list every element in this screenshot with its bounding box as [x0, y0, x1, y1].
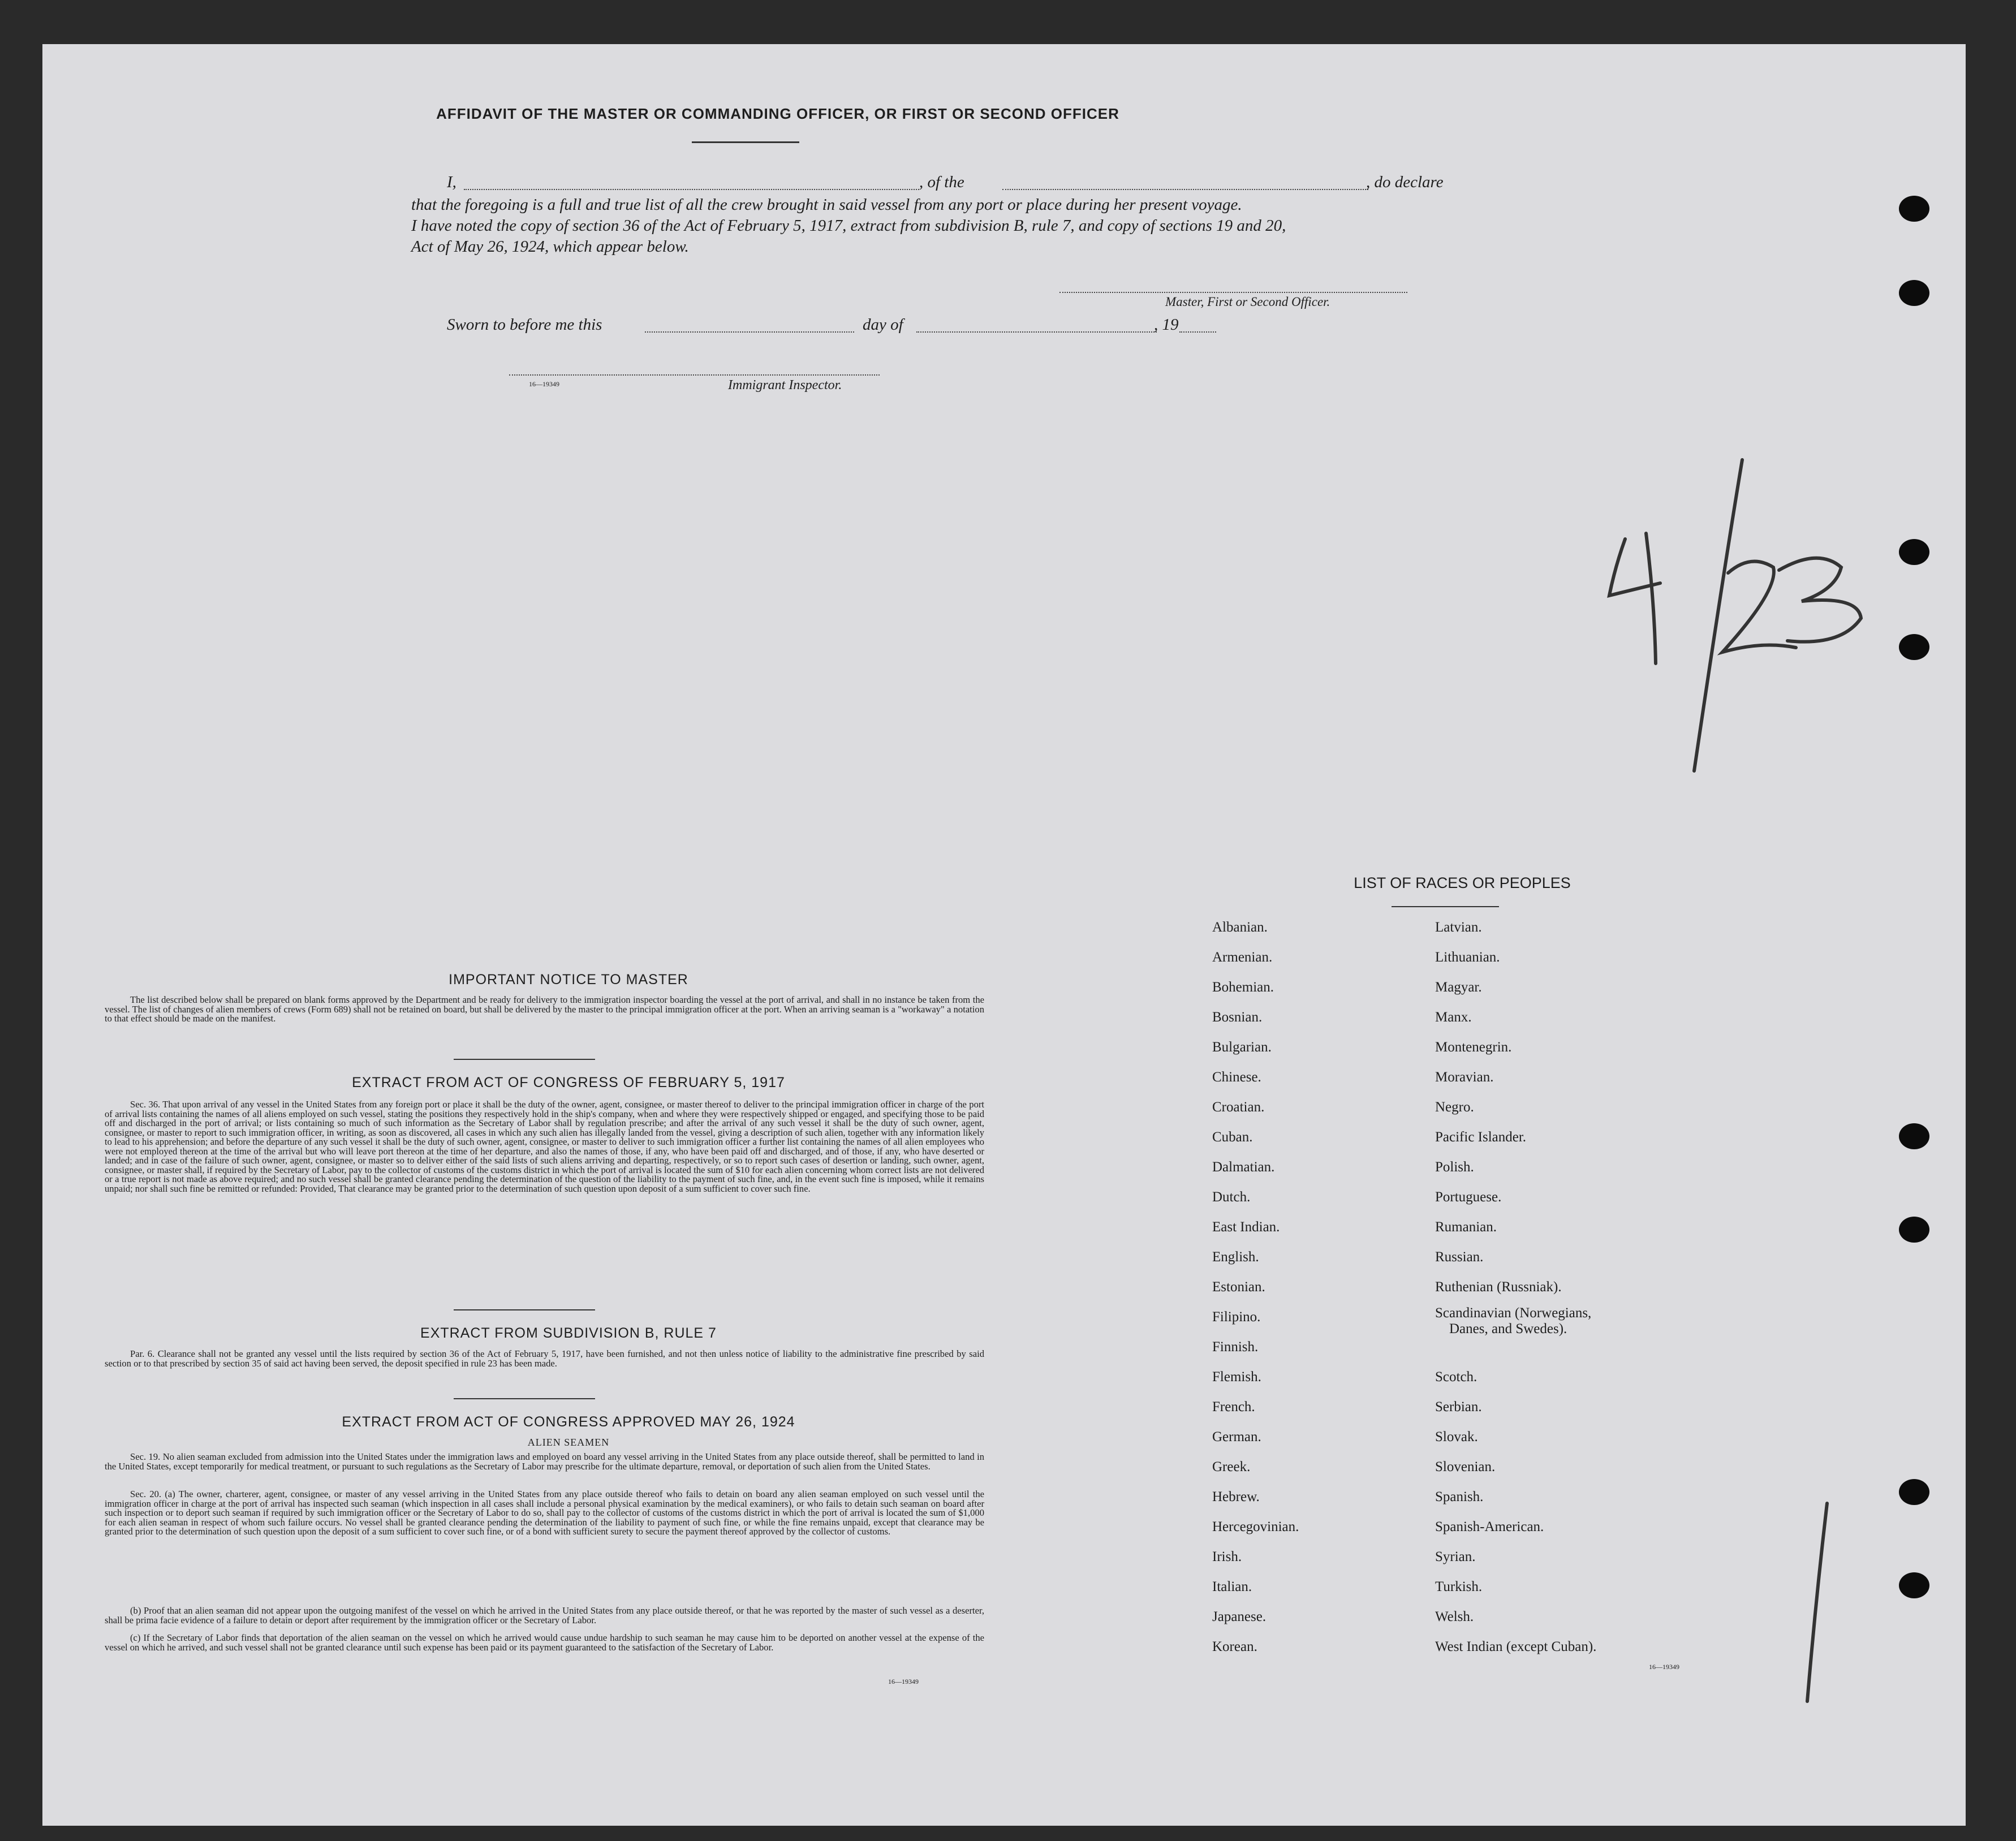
affidavit-title: AFFIDAVIT OF THE MASTER OR COMMANDING OFFICER, OR FIRST OR SECOND OFFICER: [436, 105, 1119, 122]
race-item: Albanian.: [1212, 920, 1268, 935]
rule7-title: EXTRACT FROM SUBDIVISION B, RULE 7: [420, 1325, 717, 1341]
divider: [454, 1059, 595, 1060]
signature-line: [1059, 292, 1407, 293]
affidavit-line-3: I have noted the copy of section 36 of the Act of February 5, 1917, extract from subdivision B, rule 7, and copy of sections 19 and 20,: [411, 217, 1286, 235]
race-item: East Indian.: [1212, 1219, 1280, 1235]
race-item: Chinese.: [1212, 1070, 1261, 1085]
extract-1924-title: EXTRACT FROM ACT OF CONGRESS APPROVED MAY 26, 1924: [342, 1414, 795, 1430]
race-item: Montenegrin.: [1435, 1040, 1512, 1055]
race-item: Manx.: [1435, 1010, 1472, 1025]
race-item: Turkish.: [1435, 1579, 1483, 1594]
race-item: Italian.: [1212, 1579, 1252, 1594]
extract-form-number: 16—19349: [888, 1678, 919, 1685]
extract-1924-subtitle: ALIEN SEAMEN: [527, 1437, 610, 1448]
race-item: Armenian.: [1212, 950, 1273, 965]
race-item: Pacific Islander.: [1435, 1129, 1527, 1145]
race-item: Polish.: [1435, 1159, 1474, 1175]
race-item: French.: [1212, 1399, 1255, 1415]
race-item: Bosnian.: [1212, 1010, 1263, 1025]
punch-hole: [1899, 1217, 1929, 1243]
race-item: Magyar.: [1435, 980, 1482, 995]
divider: [454, 1309, 595, 1310]
affidavit-of-the: , of the: [919, 173, 964, 191]
divider: [454, 1398, 595, 1399]
affidavit-line-1: [404, 173, 1479, 193]
punch-hole: [1899, 280, 1929, 306]
race-item: Irish.: [1212, 1549, 1242, 1564]
document-page: [42, 44, 1966, 1826]
handwritten-page-mark: [1592, 454, 1886, 788]
race-item: Welsh.: [1435, 1609, 1474, 1624]
year-blank: [1179, 331, 1216, 333]
race-item: Dalmatian.: [1212, 1159, 1275, 1175]
race-item: Scandinavian (Norwegians,: [1435, 1305, 1592, 1321]
divider: [1392, 906, 1499, 907]
month-blank: [916, 331, 1157, 333]
race-item: Danes, and Swedes).: [1449, 1321, 1567, 1336]
races-title: LIST OF RACES OR PEOPLES: [1354, 874, 1571, 891]
race-item: West Indian (except Cuban).: [1435, 1639, 1597, 1654]
race-item: Croatian.: [1212, 1100, 1265, 1115]
race-item: Spanish-American.: [1435, 1519, 1544, 1534]
affidavit-declare: , do declare: [1366, 173, 1444, 191]
race-item: Estonian.: [1212, 1279, 1265, 1295]
punch-hole: [1899, 1479, 1929, 1505]
race-item: Russian.: [1435, 1249, 1484, 1265]
race-item: Moravian.: [1435, 1070, 1494, 1085]
race-item: Korean.: [1212, 1639, 1257, 1654]
day-blank: [645, 331, 854, 333]
race-item: Rumanian.: [1435, 1219, 1497, 1235]
punch-hole: [1899, 539, 1929, 565]
race-item: Greek.: [1212, 1459, 1251, 1474]
race-item: Bulgarian.: [1212, 1040, 1272, 1055]
race-item: Finnish.: [1212, 1339, 1259, 1355]
race-item: Cuban.: [1212, 1129, 1253, 1145]
sworn-year: , 19: [1154, 316, 1179, 334]
inspector-signature-line: [509, 374, 880, 376]
race-item: German.: [1212, 1429, 1261, 1445]
affidavit-form-number: 16—19349: [529, 380, 559, 388]
race-item: Spanish.: [1435, 1489, 1484, 1504]
sec-20a: Sec. 20. (a) The owner, charterer, agent, consignee, or master of any vessel arriving in the United States from any place outside thereof who fails to detain on board any alien seaman employed on such vessel until the immigration officer in charge at the port of arrival has inspected such seaman (which inspection in all cases shall include a personal physical examination by the medical examiners), or who fails to detain such seaman on board after such inspection or to deport such seaman if required by such immigration officer or the Secretary of Labor to do so, shall pay to the collector of customs of the customs district in which the port of arrival is located the sum of $1,000 for each alien seaman in respect of whom such failure occurs. No vessel shall be granted clearance pending the determination of the liability to payment of such fine, or while the fine remains unpaid, except that clearance may be granted prior to the determination of such question upon the deposit of a sum sufficient to cover such fine, or of a bond with sufficient surety to secure the payment thereof approved by the collector of customs.: [105, 1489, 984, 1537]
race-item: Filipino.: [1212, 1309, 1261, 1325]
vessel-blank: [1002, 189, 1368, 190]
sec-20b: (b) Proof that an alien seaman did not appear upon the outgoing manifest of the vessel on which he arrived in the United States from any place outside thereof, or that he was reported by the master of such vessel as a deserter, shall be prima facie evidence of a failure to detain or deport after requirement by the immigration officer or the Secretary of Labor.: [105, 1605, 984, 1626]
handwritten-tally-mark: [1796, 1498, 1841, 1713]
race-item: Ruthenian (Russniak).: [1435, 1279, 1562, 1295]
race-item: Serbian.: [1435, 1399, 1482, 1415]
race-item: Scotch.: [1435, 1369, 1477, 1385]
sworn-line: [404, 316, 1253, 338]
race-item: Dutch.: [1212, 1189, 1251, 1205]
race-item: Flemish.: [1212, 1369, 1261, 1385]
notice-title: IMPORTANT NOTICE TO MASTER: [449, 972, 688, 988]
race-item: Slovak.: [1435, 1429, 1478, 1445]
punch-hole: [1899, 1123, 1929, 1149]
race-item: English.: [1212, 1249, 1259, 1265]
rule7-body: Par. 6. Clearance shall not be granted any vessel until the lists required by section 36 of the Act of February 5, 1917, have been furnished, and not then unless notice of liability to the administrative fine prescribed by said section or to that prescribed by section 35 of said act having been served, the deposit specified in rule 23 has been made.: [105, 1348, 984, 1369]
sec-19: Sec. 19. No alien seaman excluded from admission into the United States under the immigration laws and employed on board any vessel arriving in the United States from any place outside thereof, shall be permitted to land in the United States, except temporarily for medical treatment, or pursuant to such regulations as the Secretary of Labor may prescribe for the ultimate departure, removal, or deportation of such alien from the United States.: [105, 1451, 984, 1472]
race-item: Bohemian.: [1212, 980, 1274, 995]
sworn-day-of: day of: [863, 316, 903, 334]
inspector-caption: Immigrant Inspector.: [728, 378, 842, 393]
punch-hole: [1899, 634, 1929, 660]
punch-hole: [1899, 196, 1929, 222]
signer-caption: Master, First or Second Officer.: [1165, 295, 1330, 309]
sworn-prefix: Sworn to before me this: [447, 316, 602, 334]
race-item: Latvian.: [1435, 920, 1482, 935]
race-item: Syrian.: [1435, 1549, 1476, 1564]
race-item: Japanese.: [1212, 1609, 1267, 1624]
races-form-number: 16—19349: [1649, 1663, 1679, 1671]
sec-20c: (c) If the Secretary of Labor finds that deportation of the alien seaman on the vessel on which he arrived would cause undue hardship to such seaman he may cause him to be deported on another vessel at the expense of the vessel on which he arrived, and such vessel shall not be granted clearance until such expense has been paid or its payment guaranteed to the satisfaction of the Secretary of Labor.: [105, 1632, 984, 1653]
race-item: Hercegovinian.: [1212, 1519, 1299, 1534]
race-item: Slovenian.: [1435, 1459, 1496, 1474]
name-blank: [464, 189, 919, 190]
race-item: Negro.: [1435, 1100, 1474, 1115]
divider: [692, 141, 799, 143]
punch-hole: [1899, 1572, 1929, 1598]
race-item: Hebrew.: [1212, 1489, 1260, 1504]
notice-body: The list described below shall be prepared on blank forms approved by the Department and be ready for delivery to the immigration inspector boarding the vessel at the port of arrival, and shall in no instance be taken from the vessel. The list of changes of alien members of crews (Form 689) shall not be retained on board, but shall be delivered by the master to the principal immigration officer at the port. When an arriving seaman is a "workaway" a notation to that effect should be made on the manifest.: [105, 994, 984, 1024]
race-item: Lithuanian.: [1435, 950, 1500, 965]
affidavit-line-2: that the foregoing is a full and true list of all the crew brought in said vessel from any port or place during her present voyage.: [411, 196, 1242, 214]
affidavit-i: I,: [447, 173, 456, 191]
affidavit-line-4: Act of May 26, 1924, which appear below.: [411, 238, 689, 256]
extract-1917-body: Sec. 36. That upon arrival of any vessel in the United States from any foreign port or place it shall be the duty of the owner, agent, consignee, or master thereof to deliver to the principal immigration officer in charge of the port of arrival lists containing the names of all aliens employed on such vessel, stating the positions they respectively hold in the ship's company, when and where they were respectively shipped or engaged, and specifying those to be paid off and discharged in the port of arrival; or lists containing so much of such information as the Secretary of Labor shall by regulation prescribe; and after the arrival of any such vessel it shall be the duty of such owner, agent, consignee, or master to report to such immigration officer, in writing, as soon as discovered, all cases in which any such alien has illegally landed from the vessel, giving a description of such alien, together with any information likely to lead to his apprehension; and before the departure of any such vessel it shall be the duty of such owner, agent, consignee, or master to deliver to such immigration officer a further list containing the names of all alien employees who were not employed thereon at the time of the arrival but who will leave port thereon at the time of her departure, and also the names of those, if any, who have been paid off and discharged, and of those, if any, who have deserted or landed; and in case of the failure of such owner, agent, consignee, or master so to deliver either of the said lists of such aliens arriving and departing, respectively, or so to report such cases of desertion or landing, such owner, agent, consignee, or master shall, if required by the Secretary of Labor, pay to the collector of customs of the customs district in which the port of arrival is located the sum of $10 for each alien concerning whom correct lists are not delivered or a true report is not made as above required; and no such vessel shall be granted clearance pending the determination of the question of the liability to the payment of such fine, and, in the event such fine is imposed, while it remains unpaid; nor shall such fine be remitted or refunded: Provided, That clearance may be granted prior to the determination of such question upon deposit of a sum sufficient to cover such fine.: [105, 1099, 984, 1194]
race-item: Portuguese.: [1435, 1189, 1502, 1205]
extract-1917-title: EXTRACT FROM ACT OF CONGRESS OF FEBRUARY 5, 1917: [352, 1075, 785, 1090]
